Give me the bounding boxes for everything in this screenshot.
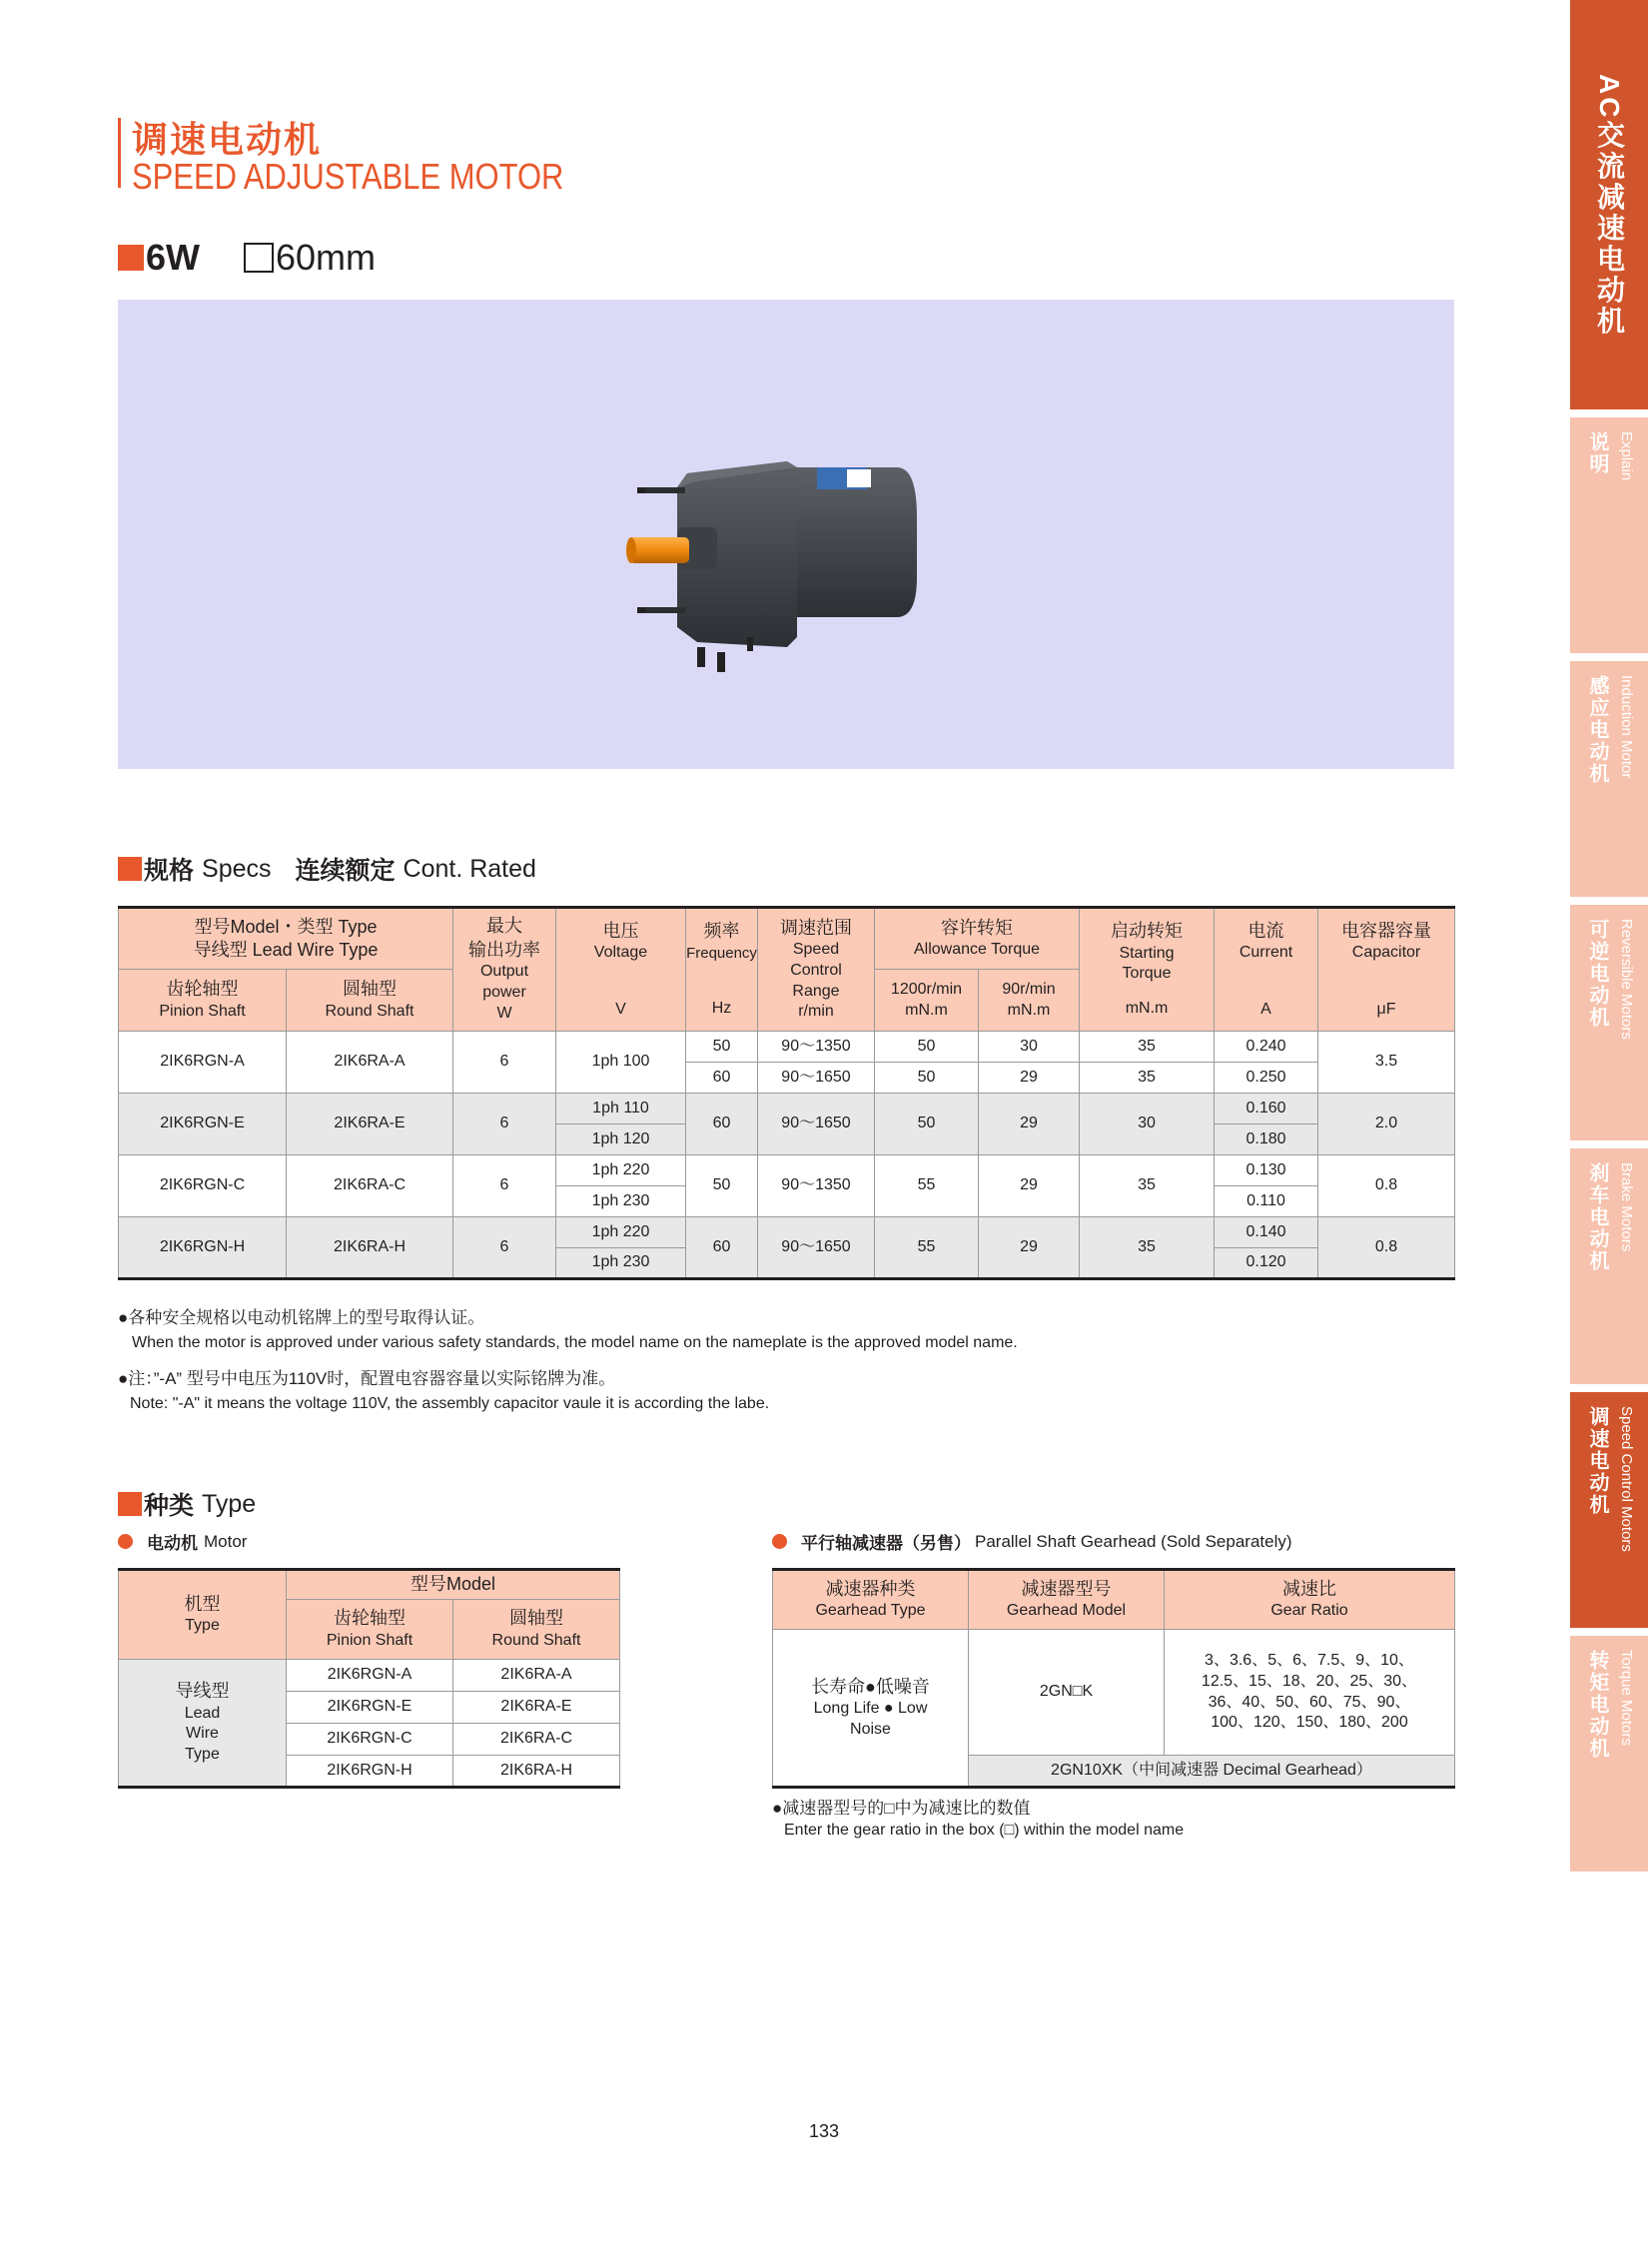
model-spec-line <box>118 238 376 278</box>
current-cell: 0.110 <box>1215 1186 1318 1217</box>
bullet-dot-icon <box>118 1534 133 1549</box>
torque-1200-cell: 50 <box>875 1094 979 1155</box>
round-model-cell: 2IK6RA-E <box>287 1094 453 1155</box>
orange-square-icon <box>118 1492 142 1516</box>
note-voltage-en: Note: "-A" it means the voltage 110V, the assembly capacitor vaule it is according the labe. <box>130 1395 770 1412</box>
page-number: 133 <box>809 2121 840 2141</box>
bullet-dot-icon <box>772 1534 787 1549</box>
header-output-power: 最大 输出功率 Output power W <box>453 908 556 1032</box>
start-torque-cell: 35 <box>1080 1155 1215 1217</box>
start-torque-cell: 35 <box>1080 1032 1215 1063</box>
current-cell: 0.180 <box>1215 1124 1318 1155</box>
header-torque-90: 90r/min mN.m <box>979 970 1080 1032</box>
gearhead-subheading-cn: 平行轴减速器（另售） <box>801 1534 971 1553</box>
round-model-cell: 2IK6RA-C <box>287 1155 453 1217</box>
pinion-model-cell: 2IK6RGN-E <box>119 1094 287 1155</box>
voltage-cell: 1ph 230 <box>556 1186 686 1217</box>
round-model-cell: 2IK6RA-E <box>453 1692 620 1724</box>
speed-cell: 90～1350 <box>758 1155 875 1217</box>
gearhead-subheading-en: Parallel Shaft Gearhead (Sold Separately) <box>975 1531 1292 1551</box>
pinion-model-cell: 2IK6RGN-H <box>119 1217 287 1279</box>
start-torque-cell: 30 <box>1080 1094 1215 1155</box>
freq-cell: 60 <box>686 1063 758 1094</box>
gear-motor-image <box>617 437 997 677</box>
side-tab-speed-control[interactable]: 调速电动机 Speed Control Motors <box>1570 1392 1648 1628</box>
start-torque-cell: 35 <box>1080 1217 1215 1279</box>
torque-90-cell: 29 <box>979 1217 1080 1279</box>
output-cell: 6 <box>453 1094 556 1155</box>
freq-cell: 50 <box>686 1032 758 1063</box>
lead-wire-type-cell: 导线型 Lead Wire Type <box>119 1660 287 1788</box>
voltage-cell: 1ph 120 <box>556 1124 686 1155</box>
header-pinion-shaft: 齿轮轴型 Pinion Shaft <box>119 970 287 1032</box>
side-tab-torque[interactable]: 转矩电动机 Torque Motors <box>1570 1636 1648 1871</box>
page-title-en: SPEED ADJUSTABLE MOTOR <box>132 156 564 197</box>
current-cell: 0.130 <box>1215 1155 1318 1186</box>
motor-subheading-en: Motor <box>204 1531 248 1551</box>
torque-90-cell: 30 <box>979 1032 1080 1063</box>
header-torque-1200: 1200r/min mN.m <box>875 970 979 1032</box>
capacitor-cell: 3.5 <box>1318 1032 1455 1094</box>
voltage-cell: 1ph 230 <box>556 1248 686 1279</box>
table-row <box>119 1217 1455 1248</box>
table-row <box>119 1660 620 1692</box>
page-title-cn: 调速电动机 <box>132 119 323 160</box>
header-model: 型号Model <box>287 1570 620 1600</box>
note-safety-en: When the motor is approved under various safety standards, the model name on the nameplate is the approved model name. <box>132 1334 1018 1351</box>
orange-square-icon <box>118 245 144 271</box>
capacitor-cell: 0.8 <box>1318 1155 1455 1217</box>
torque-1200-cell: 50 <box>875 1032 979 1063</box>
orange-square-icon <box>118 857 142 881</box>
pinion-model-cell: 2IK6RGN-C <box>287 1724 453 1756</box>
header-round-shaft: 圆轴型 Round Shaft <box>287 970 453 1032</box>
voltage-cell: 1ph 220 <box>556 1155 686 1186</box>
table-row <box>119 1155 1455 1186</box>
speed-cell: 90～1650 <box>758 1094 875 1155</box>
gear-note-cn: ●减速器型号的□中为减速比的数值 <box>772 1799 1031 1818</box>
product-photo-area <box>118 300 1454 769</box>
capacitor-cell: 0.8 <box>1318 1217 1455 1279</box>
note-safety-cn: ●各种安全规格以电动机铭牌上的型号取得认证。 <box>118 1308 485 1327</box>
power-rating: 6W <box>146 237 200 278</box>
header-gear-ratio: 减速比 Gear Ratio <box>1165 1570 1455 1630</box>
header-current: 电流 Current A <box>1215 908 1318 1032</box>
current-cell: 0.240 <box>1215 1032 1318 1063</box>
torque-1200-cell: 50 <box>875 1063 979 1094</box>
pinion-model-cell: 2IK6RGN-A <box>287 1660 453 1692</box>
specs-heading <box>118 851 536 887</box>
title-accent-bar <box>118 118 121 188</box>
header-gearhead-type: 减速器种类 Gearhead Type <box>773 1570 969 1630</box>
frame-size: 60mm <box>276 237 377 278</box>
gear-note-en: Enter the gear ratio in the box (□) within the model name <box>784 1822 1185 1839</box>
header-capacitor: 电容器容量 Capacitor μF <box>1318 908 1455 1032</box>
speed-cell: 90～1650 <box>758 1063 875 1094</box>
current-cell: 0.120 <box>1215 1248 1318 1279</box>
output-cell: 6 <box>453 1155 556 1217</box>
header-voltage: 电压 Voltage V <box>556 908 686 1032</box>
note-voltage-cn: ●注：”-A” 型号中电压为110V时，配置电容器容量以实际铭牌为准。 <box>118 1369 616 1388</box>
round-model-cell: 2IK6RA-A <box>453 1660 620 1692</box>
freq-cell: 60 <box>686 1094 758 1155</box>
gearhead-table <box>772 1568 1455 1789</box>
table-row <box>119 1094 1455 1124</box>
pinion-model-cell: 2IK6RGN-H <box>287 1756 453 1788</box>
voltage-cell: 1ph 110 <box>556 1094 686 1124</box>
speed-cell: 90～1350 <box>758 1032 875 1063</box>
voltage-cell: 1ph 100 <box>556 1032 686 1094</box>
side-tab-induction[interactable]: 感应电动机 Induction Motor <box>1570 661 1648 897</box>
round-model-cell: 2IK6RA-C <box>453 1724 620 1756</box>
header-speed-range: 调速范围 Speed Control Range r/min <box>758 908 875 1032</box>
header-starting-torque: 启动转矩 Starting Torque mN.m <box>1080 908 1215 1032</box>
type-heading-cn: 种类 <box>144 1492 195 1520</box>
header-allowance-torque: 容许转矩 Allowance Torque <box>875 908 1080 970</box>
torque-1200-cell: 55 <box>875 1155 979 1217</box>
current-cell: 0.140 <box>1215 1217 1318 1248</box>
decimal-gearhead-cell: 2GN10XK（中间减速器 Decimal Gearhead） <box>969 1756 1455 1788</box>
gearhead-model-cell: 2GN□K <box>969 1630 1165 1756</box>
motor-type-table <box>118 1568 620 1789</box>
header-model-type: 型号Model・类型 Type 导线型 Lead Wire Type <box>119 908 453 970</box>
table-row <box>773 1630 1455 1756</box>
output-cell: 6 <box>453 1032 556 1094</box>
gearhead-subheading <box>772 1529 1292 1554</box>
gear-ratio-cell: 3、3.6、5、6、7.5、9、10、 12.5、15、18、20、25、30、 36、40、50、60、75、90、 100、120、150、180、200 <box>1165 1630 1455 1756</box>
side-tab-brake[interactable]: 刹车电动机 Brake Motors <box>1570 1148 1648 1384</box>
current-cell: 0.250 <box>1215 1063 1318 1094</box>
current-cell: 0.160 <box>1215 1094 1318 1124</box>
specs-heading-cn: 规格 <box>144 857 195 885</box>
torque-90-cell: 29 <box>979 1155 1080 1217</box>
start-torque-cell: 35 <box>1080 1063 1215 1094</box>
type-heading <box>118 1486 256 1522</box>
header-type: 机型 Type <box>119 1570 287 1660</box>
square-outline-icon <box>244 243 274 273</box>
side-tab-ac-motors[interactable]: AC交流减速电动机 <box>1570 0 1648 409</box>
pinion-model-cell: 2IK6RGN-A <box>119 1032 287 1094</box>
type-heading-en: Type <box>202 1489 257 1518</box>
long-life-type-cell: 长寿命●低噪音 Long Life ● Low Noise <box>773 1630 969 1788</box>
freq-cell: 60 <box>686 1217 758 1279</box>
speed-cell: 90～1650 <box>758 1217 875 1279</box>
output-cell: 6 <box>453 1217 556 1279</box>
motor-subheading <box>118 1529 247 1554</box>
header-frequency: 频率 Frequency Hz <box>686 908 758 1032</box>
round-model-cell: 2IK6RA-H <box>453 1756 620 1788</box>
voltage-cell: 1ph 220 <box>556 1217 686 1248</box>
header-round-shaft: 圆轴型 Round Shaft <box>453 1600 620 1660</box>
table-row <box>119 1032 1455 1063</box>
motor-subheading-cn: 电动机 <box>147 1534 198 1553</box>
torque-90-cell: 29 <box>979 1063 1080 1094</box>
capacitor-cell: 2.0 <box>1318 1094 1455 1155</box>
torque-90-cell: 29 <box>979 1094 1080 1155</box>
rated-heading-en: Cont. Rated <box>403 854 536 883</box>
freq-cell: 50 <box>686 1155 758 1217</box>
header-pinion-shaft: 齿轮轴型 Pinion Shaft <box>287 1600 453 1660</box>
side-tab-explain[interactable]: 说明 Explain <box>1570 417 1648 653</box>
round-model-cell: 2IK6RA-H <box>287 1217 453 1279</box>
header-gearhead-model: 减速器型号 Gearhead Model <box>969 1570 1165 1630</box>
rated-heading-cn: 连续额定 <box>295 857 396 885</box>
torque-1200-cell: 55 <box>875 1217 979 1279</box>
pinion-model-cell: 2IK6RGN-C <box>119 1155 287 1217</box>
specs-table <box>118 906 1455 1280</box>
round-model-cell: 2IK6RA-A <box>287 1032 453 1094</box>
pinion-model-cell: 2IK6RGN-E <box>287 1692 453 1724</box>
specs-heading-en: Specs <box>202 854 272 883</box>
side-tab-reversible[interactable]: 可逆电动机 Reversible Motors <box>1570 905 1648 1140</box>
